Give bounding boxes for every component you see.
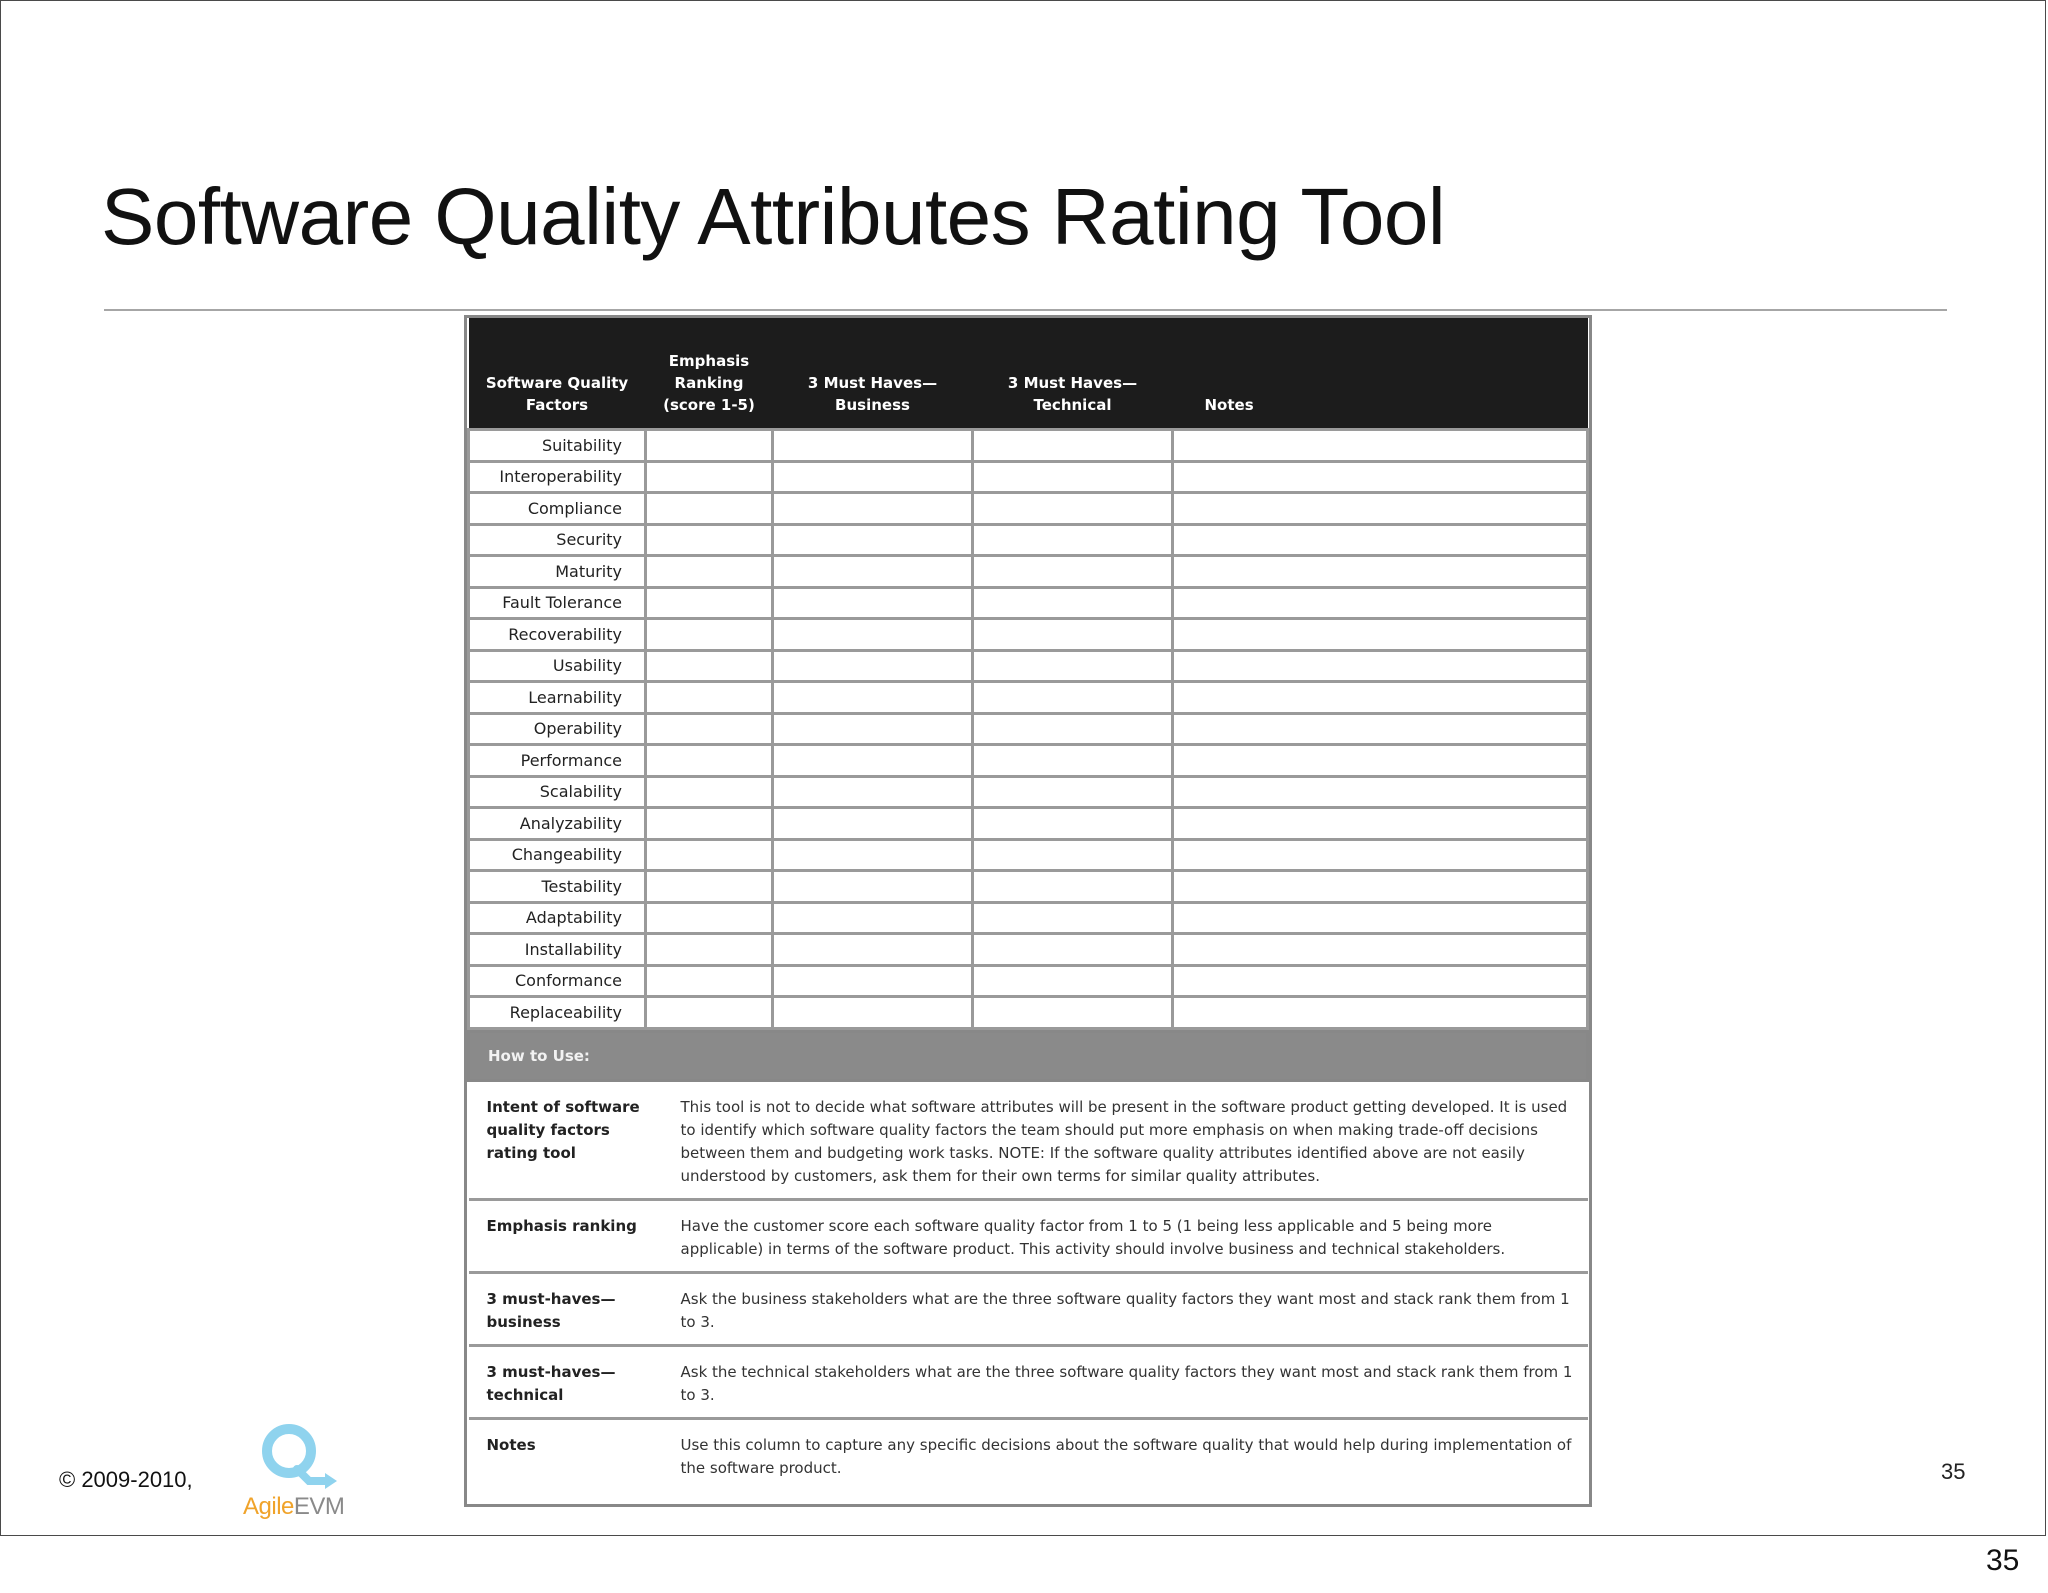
must-haves-technical-cell[interactable] xyxy=(973,745,1173,777)
notes-cell[interactable] xyxy=(1173,524,1588,556)
notes-cell[interactable] xyxy=(1173,997,1588,1029)
table-row xyxy=(469,934,1588,966)
factor-name-cell: Adaptability xyxy=(469,902,646,934)
notes-cell[interactable] xyxy=(1173,776,1588,808)
factor-name-cell: Installability xyxy=(469,934,646,966)
factor-name-cell: Testability xyxy=(469,871,646,903)
notes-cell[interactable] xyxy=(1173,461,1588,493)
factor-name-cell: Operability xyxy=(469,713,646,745)
must-haves-technical-cell[interactable] xyxy=(973,461,1173,493)
header-must-haves-technical: 3 Must Haves— Technical xyxy=(973,318,1173,430)
factor-name-cell: Recoverability xyxy=(469,619,646,651)
how-to-use-label: Emphasis ranking xyxy=(469,1199,663,1272)
table-row xyxy=(469,587,1588,619)
emphasis-ranking-cell[interactable] xyxy=(646,713,773,745)
header-quality-factors: Software Quality Factors xyxy=(469,318,646,430)
must-haves-business-cell[interactable] xyxy=(773,713,973,745)
how-to-use-label: 3 must-haves— technical xyxy=(469,1345,663,1418)
factor-name-cell: Fault Tolerance xyxy=(469,587,646,619)
must-haves-technical-cell[interactable] xyxy=(973,808,1173,840)
table-row xyxy=(469,682,1588,714)
must-haves-business-cell[interactable] xyxy=(773,808,973,840)
notes-cell[interactable] xyxy=(1173,808,1588,840)
table-row xyxy=(469,776,1588,808)
factor-name-cell: Performance xyxy=(469,745,646,777)
notes-cell[interactable] xyxy=(1173,871,1588,903)
emphasis-ranking-cell[interactable] xyxy=(646,902,773,934)
table-row xyxy=(469,997,1588,1029)
how-to-use-text: Have the customer score each software quality factor from 1 to 5 (1 being less applicable and 5 being more applicable) in terms of the software product. This activity should involve business and technical stakeholders. xyxy=(663,1199,1588,1272)
emphasis-ranking-cell[interactable] xyxy=(646,934,773,966)
notes-cell[interactable] xyxy=(1173,965,1588,997)
notes-cell[interactable] xyxy=(1173,682,1588,714)
must-haves-business-cell[interactable] xyxy=(773,934,973,966)
how-to-use-label: 3 must-haves— business xyxy=(469,1272,663,1345)
table-row xyxy=(469,745,1588,777)
how-to-use-row xyxy=(469,1080,1588,1199)
notes-cell[interactable] xyxy=(1173,619,1588,651)
notes-cell[interactable] xyxy=(1173,587,1588,619)
factor-name-cell: Suitability xyxy=(469,430,646,462)
must-haves-business-cell[interactable] xyxy=(773,965,973,997)
emphasis-ranking-cell[interactable] xyxy=(646,493,773,525)
emphasis-ranking-cell[interactable] xyxy=(646,556,773,588)
emphasis-ranking-cell[interactable] xyxy=(646,997,773,1029)
table-row xyxy=(469,839,1588,871)
table-row xyxy=(469,556,1588,588)
how-to-use-text: Ask the business stakeholders what are the three software quality factors they want most and stack rank them from 1 to 3. xyxy=(663,1272,1588,1345)
table-row xyxy=(469,619,1588,651)
emphasis-ranking-cell[interactable] xyxy=(646,461,773,493)
must-haves-technical-cell[interactable] xyxy=(973,965,1173,997)
table-row xyxy=(469,650,1588,682)
emphasis-ranking-cell[interactable] xyxy=(646,808,773,840)
slide-title: Software Quality Attributes Rating Tool xyxy=(101,172,1446,261)
factor-name-cell: Maturity xyxy=(469,556,646,588)
factor-name-cell: Replaceability xyxy=(469,997,646,1029)
how-to-use-text: This tool is not to decide what software attributes will be present in the software product getting developed. It is used to identify which software quality factors the team should put more emphasis on when making trade-off decisions between them and budgeting work tasks. NOTE: If the software quality attributes identified above are not easily understood by customers, ask them for their own terms for similar quality attributes. xyxy=(663,1080,1588,1199)
table-header-row xyxy=(469,318,1588,430)
must-haves-technical-cell[interactable] xyxy=(973,713,1173,745)
must-haves-business-cell[interactable] xyxy=(773,493,973,525)
how-to-use-row xyxy=(469,1345,1588,1418)
header-emphasis-ranking: Emphasis Ranking (score 1-5) xyxy=(646,318,773,430)
factor-name-cell: Usability xyxy=(469,650,646,682)
emphasis-ranking-cell[interactable] xyxy=(646,871,773,903)
how-to-use-label: Notes xyxy=(469,1418,663,1490)
must-haves-technical-cell[interactable] xyxy=(973,902,1173,934)
how-to-use-table xyxy=(467,1030,1589,1490)
must-haves-technical-cell[interactable] xyxy=(973,556,1173,588)
page-number: 35 xyxy=(1986,1544,2020,1577)
must-haves-technical-cell[interactable] xyxy=(973,650,1173,682)
how-to-use-row xyxy=(469,1199,1588,1272)
must-haves-business-cell[interactable] xyxy=(773,776,973,808)
how-to-use-text: Ask the technical stakeholders what are the three software quality factors they want most and stack rank them from 1 to 3. xyxy=(663,1345,1588,1418)
slide-page-number: 35 xyxy=(1941,1459,1966,1484)
must-haves-business-cell[interactable] xyxy=(773,587,973,619)
notes-cell[interactable] xyxy=(1173,745,1588,777)
must-haves-technical-cell[interactable] xyxy=(973,682,1173,714)
must-haves-business-cell[interactable] xyxy=(773,745,973,777)
notes-cell[interactable] xyxy=(1173,650,1588,682)
emphasis-ranking-cell[interactable] xyxy=(646,587,773,619)
title-divider xyxy=(104,309,1947,311)
q-circle-arrow-logo-icon xyxy=(249,1419,339,1499)
must-haves-business-cell[interactable] xyxy=(773,839,973,871)
table-row xyxy=(469,965,1588,997)
notes-cell[interactable] xyxy=(1173,934,1588,966)
must-haves-business-cell[interactable] xyxy=(773,430,973,462)
notes-cell[interactable] xyxy=(1173,902,1588,934)
logo-evm-text: EVM xyxy=(293,1493,345,1520)
table-row xyxy=(469,493,1588,525)
how-to-use-title: How to Use: xyxy=(469,1031,1588,1080)
must-haves-technical-cell[interactable] xyxy=(973,524,1173,556)
must-haves-business-cell[interactable] xyxy=(773,871,973,903)
must-haves-technical-cell[interactable] xyxy=(973,934,1173,966)
emphasis-ranking-cell[interactable] xyxy=(646,430,773,462)
must-haves-business-cell[interactable] xyxy=(773,556,973,588)
copyright-text: © 2009-2010, xyxy=(59,1467,193,1492)
logo-wordmark xyxy=(243,1493,344,1521)
how-to-use-row xyxy=(469,1272,1588,1345)
how-to-use-label: Intent of software quality factors rating tool xyxy=(469,1080,663,1199)
table-row xyxy=(469,871,1588,903)
must-haves-technical-cell[interactable] xyxy=(973,493,1173,525)
emphasis-ranking-cell[interactable] xyxy=(646,682,773,714)
notes-cell[interactable] xyxy=(1173,430,1588,462)
emphasis-ranking-cell[interactable] xyxy=(646,839,773,871)
how-to-use-header-row xyxy=(469,1031,1588,1080)
must-haves-business-cell[interactable] xyxy=(773,461,973,493)
table-row xyxy=(469,430,1588,462)
table-row xyxy=(469,808,1588,840)
factor-name-cell: Scalability xyxy=(469,776,646,808)
notes-cell[interactable] xyxy=(1173,556,1588,588)
how-to-use-row xyxy=(469,1418,1588,1490)
quality-factors-table xyxy=(467,318,1589,1030)
must-haves-business-cell[interactable] xyxy=(773,650,973,682)
emphasis-ranking-cell[interactable] xyxy=(646,650,773,682)
must-haves-technical-cell[interactable] xyxy=(973,839,1173,871)
header-must-haves-business: 3 Must Haves— Business xyxy=(773,318,973,430)
must-haves-business-cell[interactable] xyxy=(773,902,973,934)
factor-name-cell: Analyzability xyxy=(469,808,646,840)
must-haves-business-cell[interactable] xyxy=(773,682,973,714)
factor-name-cell: Learnability xyxy=(469,682,646,714)
emphasis-ranking-cell[interactable] xyxy=(646,965,773,997)
factor-name-cell: Changeability xyxy=(469,839,646,871)
emphasis-ranking-cell[interactable] xyxy=(646,745,773,777)
must-haves-business-cell[interactable] xyxy=(773,997,973,1029)
table-row xyxy=(469,461,1588,493)
emphasis-ranking-cell[interactable] xyxy=(646,619,773,651)
logo-agile-text: Agile xyxy=(243,1493,294,1520)
header-notes: Notes xyxy=(1173,318,1588,430)
notes-cell[interactable] xyxy=(1173,493,1588,525)
rating-tool-table-image xyxy=(464,315,1592,1507)
must-haves-technical-cell[interactable] xyxy=(973,619,1173,651)
must-haves-business-cell[interactable] xyxy=(773,619,973,651)
table-row xyxy=(469,713,1588,745)
factor-name-cell: Compliance xyxy=(469,493,646,525)
emphasis-ranking-cell[interactable] xyxy=(646,776,773,808)
factor-name-cell: Interoperability xyxy=(469,461,646,493)
must-haves-business-cell[interactable] xyxy=(773,524,973,556)
factor-name-cell: Security xyxy=(469,524,646,556)
must-haves-technical-cell[interactable] xyxy=(973,776,1173,808)
must-haves-technical-cell[interactable] xyxy=(973,430,1173,462)
must-haves-technical-cell[interactable] xyxy=(973,587,1173,619)
emphasis-ranking-cell[interactable] xyxy=(646,524,773,556)
must-haves-technical-cell[interactable] xyxy=(973,871,1173,903)
agile-evm-logo xyxy=(241,1419,351,1519)
notes-cell[interactable] xyxy=(1173,839,1588,871)
how-to-use-text: Use this column to capture any specific decisions about the software quality that would help during implementation of the software product. xyxy=(663,1418,1588,1490)
table-row xyxy=(469,524,1588,556)
notes-cell[interactable] xyxy=(1173,713,1588,745)
factor-name-cell: Conformance xyxy=(469,965,646,997)
table-row xyxy=(469,902,1588,934)
must-haves-technical-cell[interactable] xyxy=(973,997,1173,1029)
